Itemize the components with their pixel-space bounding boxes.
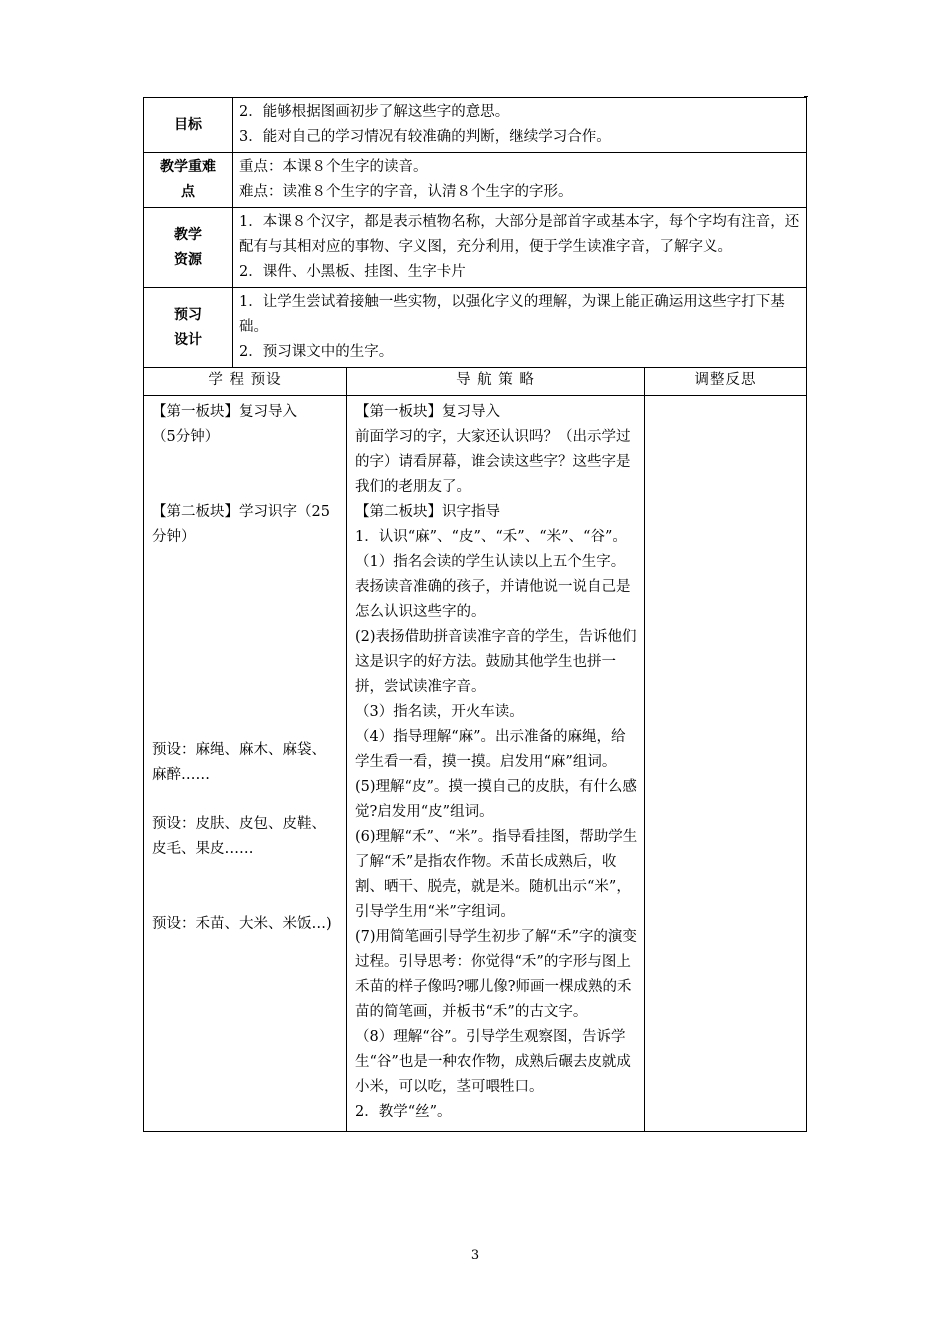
difficulty-item: 难点：读准８个生字的字音，认清８个生字的字形。 [239,184,573,200]
key-points-content [233,153,807,208]
reflection-column [645,396,807,1132]
preset-he-mi: 预设：禾苗、大米、米饭…) [152,916,332,932]
resources-content [233,208,807,288]
preset-pi: 预设：皮肤、皮包、皮鞋、皮毛、果皮…… [152,816,326,857]
preview-item: 1．让学生尝试着接触一些实物，以强化字义的理解，为课上能正确运用这些字打下基础。 [239,294,785,335]
procedure-row [144,396,807,1132]
goals-label: 目标 [144,98,233,153]
header-learning-preset: 学 程 预设 [144,368,347,396]
resource-item: 1．本课８个汉字，都是表示植物名称，大部分是部首字或基本字，每个字均有注音，还配有与其相对应的事物、字义图，充分利用，便于学生读准字音，了解字义。 [239,214,800,255]
page-number: 3 [470,1248,480,1263]
strategy-block2-title: 【第二板块】识字指导 [355,504,500,520]
resources-label: 教学 资源 [144,208,233,288]
strategy-paragraph: (5)理解“皮”。摸一摸自己的皮肤，有什么感觉?启发用“皮”组词。 [355,779,637,820]
strategy-paragraph: 前面学习的字，大家还认识吗？（出示学过的字）请看屏幕，谁会读这些字？这些字是我们的老朋友了。 [355,429,631,495]
goals-content [233,98,807,153]
lesson-plan-table [143,97,807,1132]
key-points-label: 教学重难 点 [144,153,233,208]
block1-duration: （5分钟） [152,429,220,445]
strategy-paragraph: （3）指名读，开火车读。 [355,704,524,720]
preview-row [144,288,807,368]
strategy-paragraph: (6)理解“禾”、“米”。指导看挂图，帮助学生了解“禾”是指农作物。禾苗长成熟后，收割、晒干、脱壳，就是米。随机出示“米”，引导学生用“米”字组词。 [355,829,638,920]
column-header-row [144,368,807,396]
block2-title: 【第二板块】学习识字（25分钟） [152,504,330,545]
goal-item: 3．能对自己的学习情况有较准确的判断，继续学习合作。 [239,129,611,145]
header-reflection: 调整反思 [645,368,807,396]
navigation-strategy-column [347,396,645,1132]
strategy-paragraph: 1．认识“麻”、“皮”、“禾”、“米”、“谷”。 [355,529,627,545]
strategy-paragraph: (7)用简笔画引导学生初步了解“禾”字的演变过程。引导思考：你觉得“禾”的字形与图上禾苗的样子像吗?哪儿像?师画一棵成熟的禾苗的简笔画，并板书“禾”的古文字。 [355,929,637,1020]
block1-title: 【第一板块】复习导入 [152,404,297,420]
strategy-paragraph: (2)表扬借助拼音读准字音的学生，告诉他们这是识字的好方法。鼓励其他学生也拼一拼，尝试读准字音。 [355,629,637,695]
header-navigation-strategy: 导 航 策 略 [347,368,645,396]
key-points-row [144,153,807,208]
strategy-paragraph: 2．教学“丝”。 [355,1104,452,1120]
key-point-item: 重点：本课８个生字的读音。 [239,159,428,175]
preset-ma: 预设：麻绳、麻木、麻袋、麻醉…… [152,742,326,783]
strategy-paragraph: （1）指名会读的学生认读以上五个生字。表扬读音准确的孩子，并请他说一说自己是怎么认识这些字的。 [355,554,631,620]
strategy-paragraph: （4）指导理解“麻”。出示准备的麻绳，给学生看一看，摸一摸。启发用“麻”组词。 [355,729,626,770]
strategy-paragraph: （8）理解“谷”。引导学生观察图，告诉学生“谷”也是一种农作物，成熟后碾去皮就成小米，可以吃，茎可喂牲口。 [355,1029,631,1095]
goals-row [144,98,807,153]
resources-row [144,208,807,288]
preview-content [233,288,807,368]
preview-label: 预习 设计 [144,288,233,368]
learning-preset-column [144,396,347,1132]
resource-item: 2．课件、小黑板、挂图、生字卡片 [239,264,466,280]
strategy-block1-title: 【第一板块】复习导入 [355,404,500,420]
preview-item: 2．预习课文中的生字。 [239,344,394,360]
goal-item: 2．能够根据图画初步了解这些字的意思。 [239,104,510,120]
